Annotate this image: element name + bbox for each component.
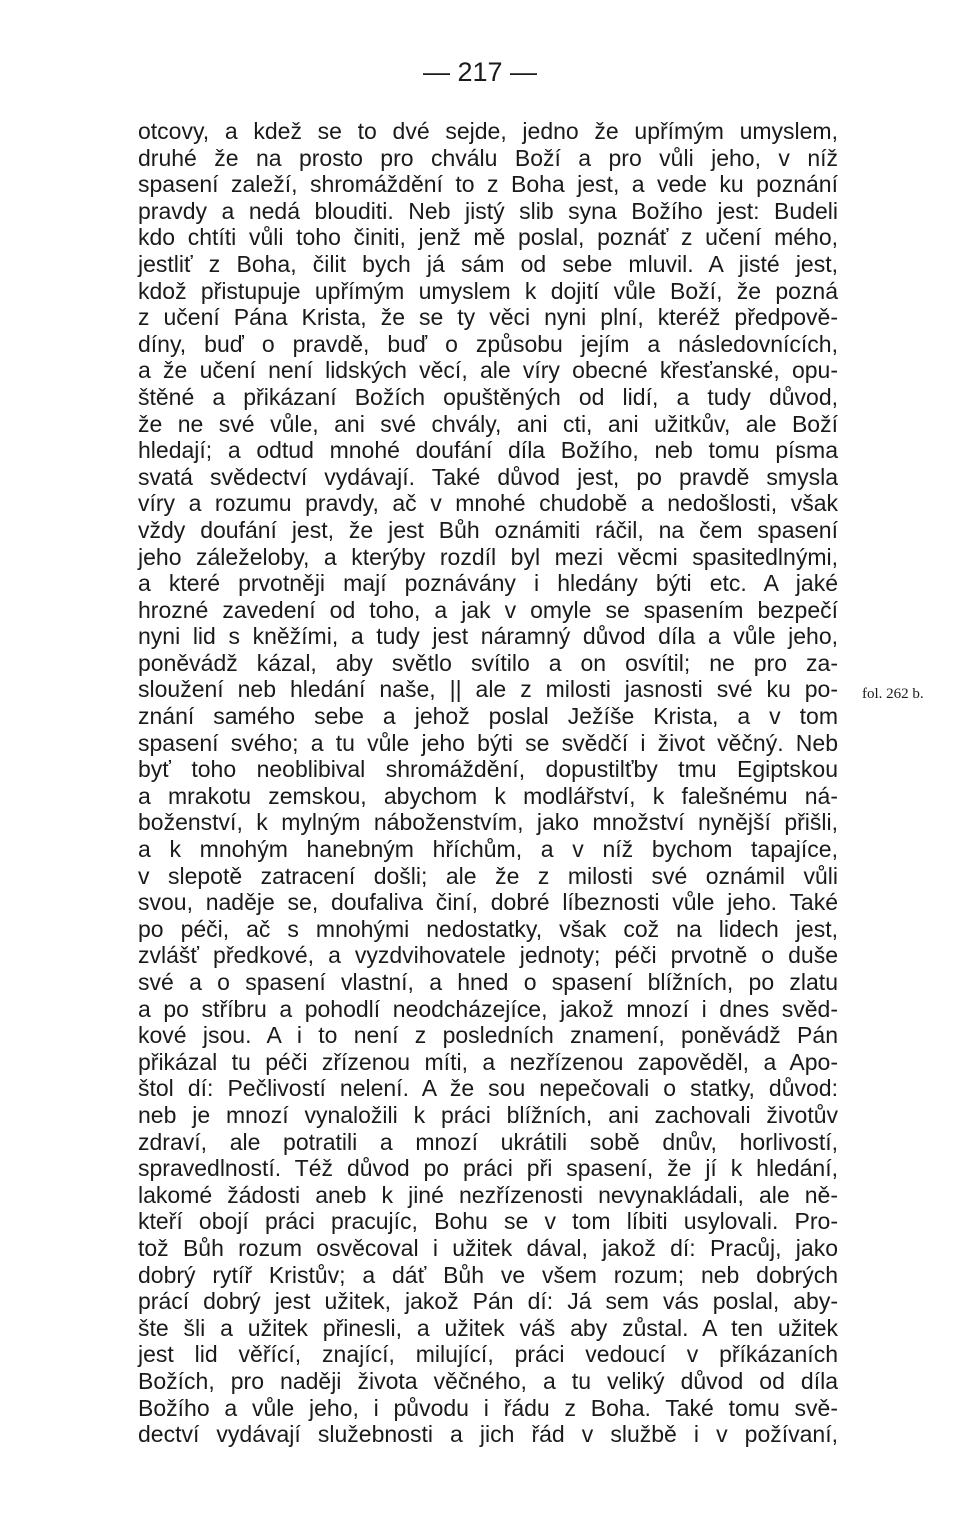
text-line: kdo chtíti vůli toho činiti, jenž mě poslal, poznáť z učení mého, [138,224,838,251]
text-line: víry a rozumu pravdy, ač v mnohé chudobě a nedošlosti, však [138,490,838,517]
text-line: z učení Pána Krista, že se ty věci nyni plní, kteréž předpově- [138,304,838,331]
text-line: hrozné zavedení od toho, a jak v omyle se spasením bezpečí [138,596,838,623]
text-line: Božích, pro naději života věčného, a tu veliký důvod od díla [138,1367,838,1394]
text-line: že ne své vůle, ani své chvály, ani cti, ani užitkův, ale Boží [138,410,838,437]
text-line: nyni lid s kněžími, a tudy jest náramný důvod díla a vůle jeho, [138,623,838,650]
text-line: a mrakotu zemskou, abychom k modlářství, k falešnému ná- [138,782,838,809]
text-line: jestliť z Boha, čilit bych já sám od sebe mluvil. A jisté jest, [138,250,838,277]
text-line: boženství, k mylným náboženstvím, jako množství nynější přišli, [138,809,838,836]
text-line: jeho záleželoby, a kterýby rozdíl byl mezi věcmi spasitedlnými, [138,543,838,570]
text-line: pravdy a nedá blouditi. Neb jistý slib syna Božího jest: Budeli [138,197,838,224]
text-line: jest lid věřící, znající, milující, práci vedoucí v příkázaních [138,1341,838,1368]
text-line: otcovy, a kdež se to dvé sejde, jedno že upřímým umyslem, [138,118,838,144]
text-line: své a o spasení vlastní, a hned o spasení blížních, po zlatu [138,969,838,995]
text-line: zvlášť předkové, a vyzdvihovatele jednoty; péči prvotně o duše [138,942,838,969]
text-line: a k mnohým hanebným hříchům, a v níž bychom tapajíce, [138,836,838,863]
text-line: štěné a přikázaní Božích opuštěných od lidí, a tudy důvod, [138,383,838,410]
text-line: znání samého sebe a jehož poslal Ježíše Krista, a v tom [138,703,838,730]
text-line: dobrý rytíř Kristův; a dáť Bůh ve všem rozum; neb dobrých [138,1261,838,1288]
body-text [138,118,838,1448]
text-line: kdož přistupuje upřímým umyslem k dojití vůle Boží, že pozná [138,277,838,304]
text-line: zdraví, ale potratili a mnozí ukrátili sobě dnův, horlivostí, [138,1128,838,1155]
text-line: díny, buď o pravdě, buď o způsobu jejím a následovnících, [138,330,838,357]
text-line: a které prvotněji mají poznávány i hledány býti etc. A jaké [138,570,838,597]
text-line: prácí dobrý jest užitek, jakož Pán dí: Já sem vás poslal, aby- [138,1288,838,1315]
text-line: štol dí: Pečlivostí nelení. A že sou nepečovali o statky, důvod: [138,1075,838,1102]
text-line: Božího a vůle jeho, i původu i řádu z Boha. Také tomu svě- [138,1394,838,1421]
text-line: svatá svědectví vydávají. Také důvod jest, po pravdě smysla [138,463,838,490]
text-line: sloužení neb hledání naše, || ale z milosti jasnosti své ku po- [138,676,838,703]
text-line: spasení svého; a tu vůle jeho býti se svědčí i život věčný. Neb [138,729,838,756]
text-line: spasení zaleží, shromáždění to z Boha jest, a vede ku poznání [138,171,838,198]
margin-folio-note: fol. 262 b. [862,686,924,702]
text-line: a že učení není lidských věcí, ale víry obecné křesťanské, opu- [138,357,838,384]
text-line: dectví vydávají služebnosti a jich řád v službě i v požívaní, [138,1421,838,1448]
text-line: kteří obojí práci pracujíc, Bohu se v tom líbiti usylovali. Pro- [138,1208,838,1235]
text-line: přikázal tu péči zřízenou míti, a nezřízenou zapověděl, a Apo- [138,1048,838,1075]
text-line: šte šli a užitek přinesli, a užitek váš aby zůstal. A ten užitek [138,1314,838,1341]
text-line: v slepotě zatracení došli; ale že z milosti své oznámil vůli [138,862,838,889]
text-line: a po stříbru a pohodlí neodcházejíce, jakož mnozí i dnes svěd- [138,995,838,1022]
text-line: spravedlností. Též důvod po práci při spasení, že jí k hledání, [138,1155,838,1182]
text-line: kové jsou. A i to není z posledních znamení, poněvádž Pán [138,1022,838,1049]
text-line: neb je mnozí vynaložili k práci blížních, ani zachovali životův [138,1101,838,1128]
text-line: tož Bůh rozum osvěcoval i užitek dával, jakož dí: Pracůj, jako [138,1234,838,1261]
text-line: poněvádž kázal, aby světlo svítilo a on osvítil; ne pro za- [138,649,838,676]
text-line: po péči, ač s mnohými nedostatky, však což na lidech jest, [138,915,838,942]
text-line: druhé že na prosto pro chválu Boží a pro vůli jeho, v níž [138,144,838,171]
text-line: lakomé žádosti aneb k jiné nezřízenosti nevynakládali, ale ně- [138,1181,838,1208]
page-number: — 217 — [422,57,538,87]
text-line: vždy doufání jest, že jest Bůh oznámiti ráčil, na čem spasení [138,516,838,543]
text-line: hledají; a odtud mnohé doufání díla Božího, neb tomu písma [138,437,838,464]
text-line: svou, naděje se, doufaliva činí, dobré líbeznosti vůle jeho. Také [138,889,838,916]
text-line: byť toho neoblibival shromáždění, dopustilťby tmu Egiptskou [138,756,838,783]
